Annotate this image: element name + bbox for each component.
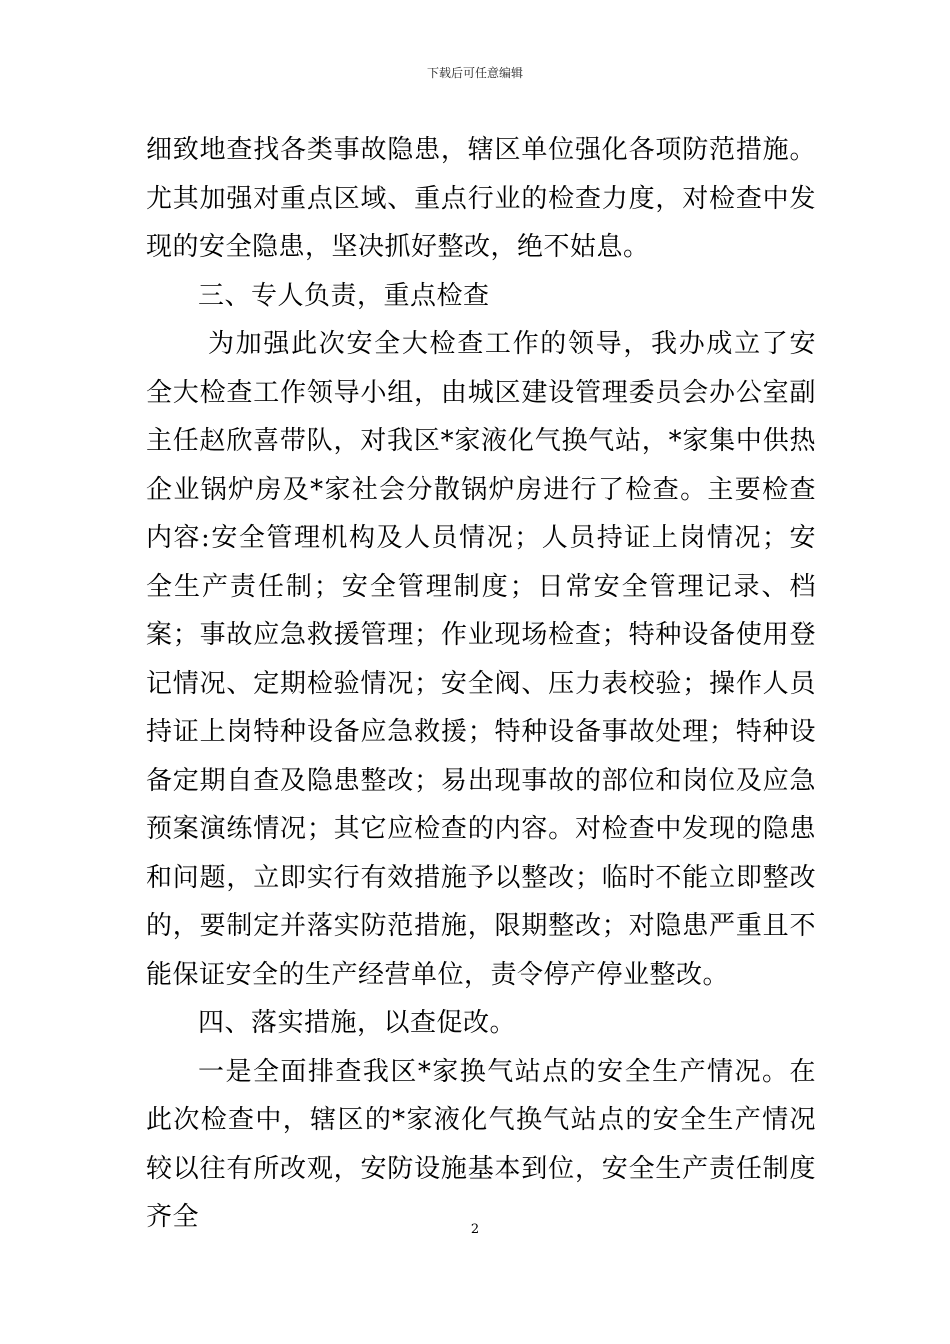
paragraph-measures: 一是全面排查我区*家换气站点的安全生产情况。在此次检查中，辖区的*家液化气换气站点的安全生产情况较以往有所改观，安防设施基本到位，安全生产责任制度齐全 xyxy=(146,1056,816,1232)
page-header: 下载后可任意编辑 xyxy=(426,66,523,80)
page-number: 2 xyxy=(470,1222,480,1237)
section-heading-3: 三、专人负责，重点检查 xyxy=(198,280,490,311)
paragraph-inspection-details: 为加强此次安全大检查工作的领导，我办成立了安全大检查工作领导小组，由城区建设管理委员会办公室副主任赵欣喜带队，对我区*家液化气换气站，*家集中供热企业锅炉房及*家社会分散锅炉房进行了检查。主要检查内容:安全管理机构及人员情况；人员持证上岗情况；安全生产责任制；安全管理制度；日常安全管理记录、档案；事故应急救援管理；作业现场检查；特种设备使用登记情况、定期检验情况；安全阀、压力表校验；操作人员持证上岗特种设备应急救援；特种设备事故处理；特种设备定期自查及隐患整改；易出现事故的部位和岗位及应急预案演练情况；其它应检查的内容。对检查中发现的隐患和问题，立即实行有效措施予以整改；临时不能立即整改的，要制定并落实防范措施，限期整改；对隐患严重且不能保证安全的生产经营单位，责令停产停业整改。 xyxy=(146,329,816,990)
paragraph-continuation: 细致地查找各类事故隐患，辖区单位强化各项防范措施。尤其加强对重点区域、重点行业的检查力度，对检查中发现的安全隐患，坚决抓好整改，绝不姑息。 xyxy=(146,135,816,262)
document-body xyxy=(146,126,816,1242)
section-heading-4: 四、落实措施，以查促改。 xyxy=(198,1008,517,1038)
